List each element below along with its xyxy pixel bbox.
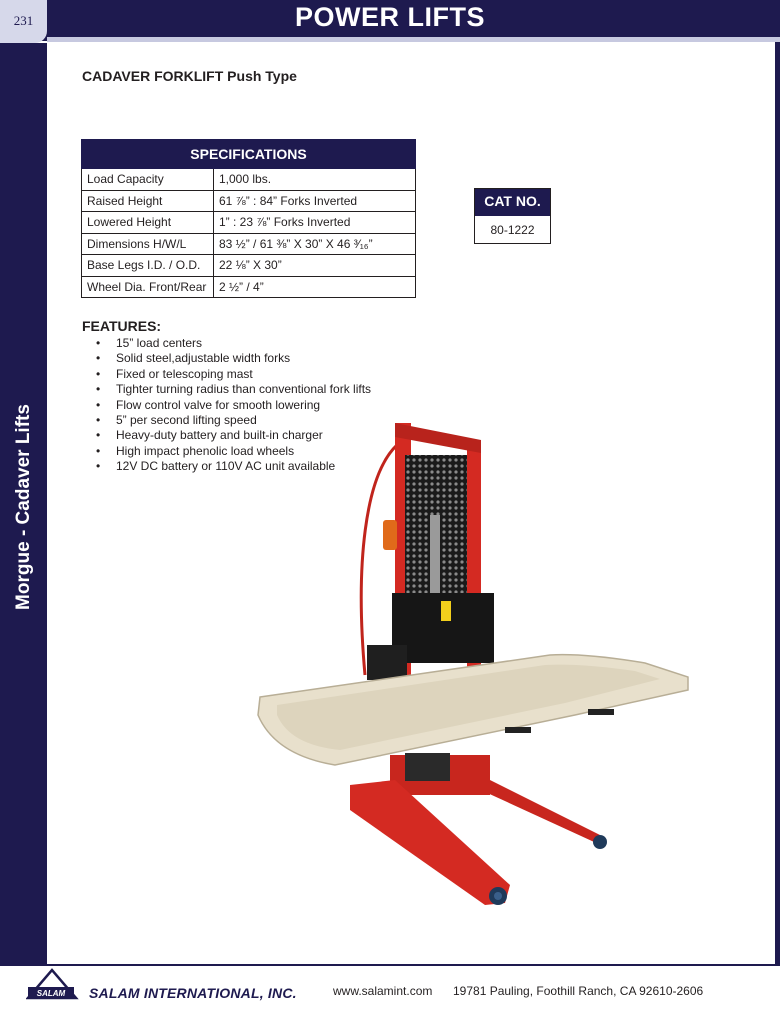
section-label: Morgue - Cadaver Lifts bbox=[13, 404, 34, 610]
website-link[interactable]: www.salamint.com bbox=[333, 984, 433, 998]
list-item bbox=[96, 367, 371, 382]
list-item bbox=[96, 382, 371, 397]
feature-text: Solid steel,adjustable width forks bbox=[116, 351, 291, 366]
spec-value: 22 ⅛” X 30” bbox=[214, 255, 416, 277]
bullet-icon: • bbox=[96, 382, 101, 397]
table-row bbox=[82, 169, 416, 191]
bullet-icon: • bbox=[96, 412, 101, 427]
page-title: POWER LIFTS bbox=[295, 2, 485, 32]
cadaver-forklift-image bbox=[255, 415, 690, 915]
catalog-number: 80-1222 bbox=[490, 223, 535, 237]
features-heading: FEATURES: bbox=[82, 318, 162, 334]
page-number: 231 bbox=[13, 13, 34, 28]
feature-text: Fixed or telescoping mast bbox=[116, 366, 253, 381]
feature-text: Tighter turning radius than conventional fork lifts bbox=[116, 382, 372, 397]
page-number-tab bbox=[0, 0, 47, 43]
list-item bbox=[96, 351, 371, 366]
bullet-icon: • bbox=[96, 459, 101, 474]
feature-text: 5” per second lifting speed bbox=[116, 412, 257, 427]
spec-label: Dimensions H/W/L bbox=[82, 233, 214, 255]
catalog-heading: CAT NO. bbox=[475, 189, 550, 216]
spec-label: Base Legs I.D. / O.D. bbox=[82, 255, 214, 277]
salam-logo bbox=[26, 966, 86, 1000]
specifications-table bbox=[81, 139, 416, 298]
bullet-icon: • bbox=[96, 443, 101, 458]
list-item bbox=[96, 336, 371, 351]
table-row bbox=[82, 255, 416, 277]
header-underline bbox=[47, 37, 780, 42]
logo-text: SALAM bbox=[36, 989, 66, 998]
catalog-number-box bbox=[474, 188, 551, 244]
product-title: CADAVER FORKLIFT Push Type bbox=[82, 68, 297, 84]
bullet-icon: • bbox=[96, 366, 101, 381]
spec-value: 1,000 lbs. bbox=[214, 169, 416, 191]
list-item bbox=[96, 398, 371, 413]
table-row bbox=[82, 233, 416, 255]
specifications-heading: SPECIFICATIONS bbox=[82, 140, 416, 169]
spec-label: Load Capacity bbox=[82, 169, 214, 191]
table-row bbox=[82, 190, 416, 212]
feature-text: 12V DC battery or 110V AC unit available bbox=[116, 459, 336, 474]
bullet-icon: • bbox=[96, 336, 101, 350]
feature-text: Heavy-duty battery and built-in charger bbox=[116, 428, 323, 443]
spec-value: 1” : 23 ⅞” Forks Inverted bbox=[214, 212, 416, 234]
spec-label: Wheel Dia. Front/Rear bbox=[82, 276, 214, 298]
spec-label: Raised Height bbox=[82, 190, 214, 212]
spec-value: 61 ⅞” : 84” Forks Inverted bbox=[214, 190, 416, 212]
spec-label: Lowered Height bbox=[82, 212, 214, 234]
feature-text: 15” load centers bbox=[116, 336, 203, 350]
feature-text: High impact phenolic load wheels bbox=[116, 443, 295, 458]
table-row bbox=[82, 276, 416, 298]
bullet-icon: • bbox=[96, 428, 101, 443]
bullet-icon: • bbox=[96, 397, 101, 412]
spec-value: 83 ½” / 61 ⅜” X 30” X 46 ³⁄₁₆” bbox=[214, 233, 416, 255]
right-edge-strip bbox=[775, 42, 780, 964]
feature-text: Flow control valve for smooth lowering bbox=[116, 397, 321, 412]
spec-value: 2 ½” / 4” bbox=[214, 276, 416, 298]
company-name: SALAM INTERNATIONAL, INC. bbox=[89, 985, 297, 1001]
table-row bbox=[82, 212, 416, 234]
company-address: 19781 Pauling, Foothill Ranch, CA 92610-2606 bbox=[453, 984, 704, 998]
bullet-icon: • bbox=[96, 351, 101, 366]
